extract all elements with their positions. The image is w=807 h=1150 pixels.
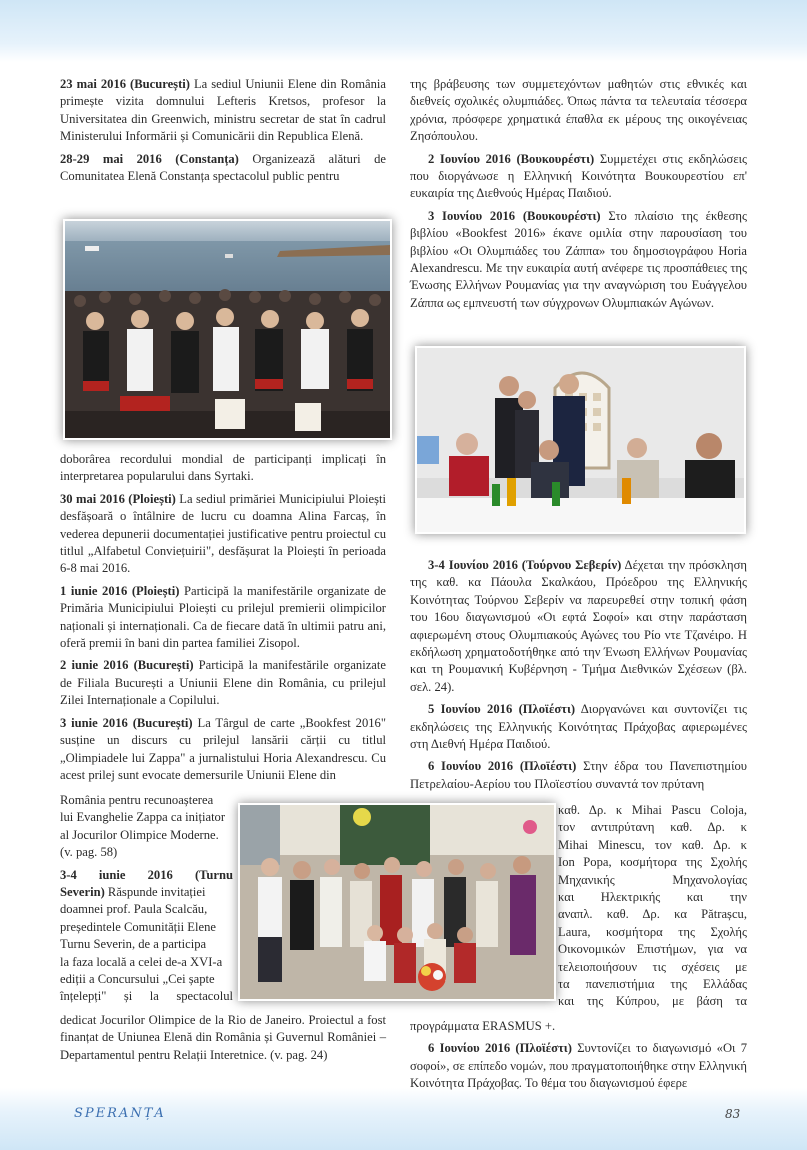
entry-3-4-iouniou: 3-4 Ιουνίου 2016 (Τούρνου Σεβερίν) Δέχεται την πρόσκληση της καθ. κα Πάουλα Σκαλκάου, Πρόεδρου της Ελληνικής Κοινότητας Τούρνου Σεβερίν να παρευρεθεί στην τοπική φάση του 16ου διαγωνισμού «Οι εφτά Σοφοί» και στην παράσταση αφιερωμένη στους Ολυμπιακούς Αγώνες του Ρίο ντε Τζανέιρο. Η εκδήλωση χρηματοδοτήθηκε από την Ένωση Ελλήνων Ρουμανίας και τη Ρουμανική Κυβέρνηση - Τμήμα Διεθνικών Σχέσεων (βλ. σελ. 24). — [410, 558, 748, 694]
left-column-bottom — [60, 1012, 386, 1069]
entry-6-iouniou: 6 Ιουνίου 2016 (Πλοϊέστι) Στην έδρα του Πανεπιστημίου Πετρελαίου-Αερίου του Πλοϊεστίου συναντά τον πρύτανη — [410, 759, 747, 791]
entry-28-29-mai: 28-29 mai 2016 (Constanța) Organizează alături de Comunitatea Elenă Constanța spectacolul public pentru — [60, 151, 386, 184]
header-band — [0, 0, 807, 62]
right-column-top — [410, 76, 747, 317]
entry-continued-top: της βράβευσης των συμμετεχόντων μαθητών στις εθνικές και διεθνείς σχολικές ολυμπιάδες. Όπως πάντα τα τελευταία τέσσερα χρόνια, πρόσφερε χρηματικά έπαθλα εκ μέρους της οικογένειας Ζησόπουλου. — [410, 77, 747, 144]
children-costumes-photo — [238, 803, 556, 1001]
entry-28-29-mai-continued: doborârea recordului mondial de participanți implicați în interpretarea popularului dans Syrtaki. — [60, 452, 386, 484]
entry-30-mai: 30 mai 2016 (Ploiești) La sediul primăriei Municipiului Ploiești desfășoară o întâlnire de lucru cu doamna Alina Farcaș, în vederea depunerii documentației justificative pentru proiectul cu titlul „Alfabetul Conviețuirii", desfășurat la Ploiești în perioada 6-8 mai 2016. — [60, 491, 386, 576]
bookfest-meeting-photo — [415, 346, 746, 534]
page-number: 83 — [725, 1107, 741, 1121]
left-column-narrow: România pentru recunoașterea lui Evanghelie Zappa ca inițiator al Jocurilor Olimpice Moderne. (v. pag. 58) 3-4 iunie 2016 (Turnu Severin) Răspunde invitației doamnei prof. Paula Scalcău, președintele Comunității Elene Turnu Severin, de a participa la faza locală a celei de-a XVI-a ediții a Concursului „Cei șapte înțelepți" și la spectacolul — [60, 793, 233, 1004]
entry-2-iunie: 2 iunie 2016 (București) Participă la manifestările organizate de Filiala București a Uniunii Elene din România, cu prilejul Zilei Internaționale a Copilului. — [60, 658, 386, 708]
magazine-name: SPERANȚA — [74, 1106, 166, 1121]
right-column-bottom — [410, 1018, 747, 1098]
entry-2-iouniou: 2 Ιουνίου 2016 (Βουκουρέστι) Συμμετέχει στις εκδηλώσεις που διοργάνωσε η Ελληνική Κοινότητα Βουκουρεστίου επ' ευκαιρία της Διεθνούς Ημέρας Παιδιού. — [410, 151, 748, 201]
entry-5-iouniou: 5 Ιουνίου 2016 (Πλοϊέστι) Διοργανώνει και συντονίζει τις εκδηλώσεις της Ελληνικής Κοινότητας Πράχοβας αφιερωμένες στη Διεθνή Ημέρα Παιδιού. — [410, 702, 747, 752]
entry-6-iouniou-continued: προγράμματα ERASMUS +. — [410, 1019, 556, 1033]
entry-23-mai: 23 mai 2016 (București) La sediul Uniunii Elene din România primește vizita domnului Lefteris Kretsos, profesor la Universitatea din Greenwich, ministru secretar de stat în cadrul Ministerului Informării și Comunicării din Republica Elenă. — [60, 77, 387, 144]
right-column-narrow: καθ. Δρ. κ Mihai Pascu Coloja, τον αντιπρύτανη καθ. Δρ. κ Mihai Minescu, τον καθ. Δρ. κ Ion Popa, κοσμήτορα της Σχολής Μηχανικής Μηχανολογίας και Ηλεκτρικής και την αναπλ. καθ. Δρ. κα Pătrașcu, Laura, κοσμήτορα της Σχολής Οικονομικών Επιστήμων, για να τελειοποιήσουν τις σχέσεις με τα πανεπιστήμια της Ελλάδας και της Κύπρου, με βάση τα — [558, 803, 747, 1009]
entry-3-iouniou: 3 Ιουνίου 2016 (Βουκουρέστι) Στο πλαίσιο της έκθεσης βιβλίου «Bookfest 2016» έκανε ομιλία στην παρουσίαση του βιβλίου «Οι Ολυμπιάδες του Ζάππα» του δημοσιογράφου Horia Alexandrescu. Με την ευκαιρία αυτή ανέφερε τις προσπάθειες της Ένωσης Ελλήνων Ρουμανίας για την αναγνώριση του Ευάγγελου Ζάππα ως εμπνευστή των σύγχρονων Ολυμπιακών Αγώνων. — [410, 208, 747, 310]
left-column-middle — [60, 451, 386, 789]
entry-1-iunie: 1 iunie 2016 (Ploiești) Participă la manifestările organizate de Primăria Municipiului Ploiești cu prilejul premierii olimpicilor naționali și internaționali. Ca de fiecare dată în ultimii patru ani, oferă premii în bani din partea familiei Zisopol. — [60, 583, 386, 651]
syrtaki-dance-photo — [63, 219, 392, 440]
entry-3-4-iunie-continued: dedicat Jocurilor Olimpice de la Rio de Janeiro. Proiectul a fost finanțat de Uniunea Elenă din România și Guvernul României – Departamentul pentru Relații Interetnice. (v. pag. 24) — [60, 1013, 386, 1062]
entry-3-iunie: 3 iunie 2016 (București) La Târgul de carte „Bookfest 2016" susține un discurs cu prilejul lansării cărții cu titlul „Olimpiadele lui Zappa" a jurnalistului Horia Alexandrescu. Cu acest prilej sunt evocate demersurile Uniunii Elene din — [60, 715, 386, 782]
left-column-top — [60, 76, 386, 190]
entry-6-iouniou-second: 6 Ιουνίου 2016 (Πλοϊέστι) Συντονίζει το διαγωνισμό «Οι 7 σοφοί», σε επίπεδο νομών, που πραγματοποιήθηκε στην Ελληνική Κοινότητα Πράχοβας. Το θέμα του διαγωνισμού έφερε — [410, 1041, 747, 1091]
right-column-middle — [410, 557, 747, 793]
